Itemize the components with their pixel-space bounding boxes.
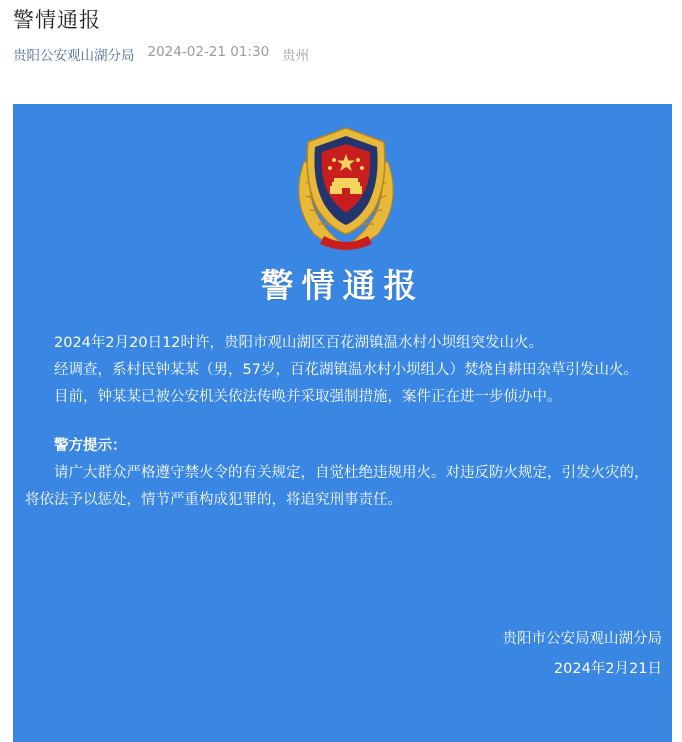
notice-paragraph: 目前，钟某某已被公安机关依法传唤并采取强制措施，案件正在进一步侦办中。 — [54, 389, 562, 405]
police-tip-text: 请广大群众严格遵守禁火令的有关规定，自觉杜绝违规用火。对违反防火规定，引发火灾的，将依法予以惩处，情节严重构成犯罪的，将追究刑事责任。 — [25, 465, 649, 508]
publish-datetime: 2024-02-21 01:30 — [147, 44, 270, 60]
publish-location: 贵州 — [282, 48, 310, 64]
notice-body — [25, 330, 662, 514]
police-tip-title: 警方提示： — [54, 438, 127, 454]
article-title: 警情通报 — [13, 8, 101, 32]
signature-organization: 贵阳市公安局观山湖分局 — [502, 631, 662, 647]
notice-paragraph: 经调查，系村民钟某某（男，57岁，百花湖镇温水村小坝组人）焚烧自耕田杂草引发山火。 — [54, 362, 638, 378]
article-meta — [13, 44, 309, 64]
signature-date: 2024年2月21日 — [553, 661, 662, 677]
author-link[interactable]: 贵阳公安观山湖分局 — [13, 48, 135, 64]
police-notice-image — [13, 104, 672, 742]
notice-heading: 警情通报 — [260, 266, 425, 305]
notice-paragraph: 2024年2月20日12时许，贵阳市观山湖区百花湖镇温水村小坝组突发山火。 — [54, 335, 544, 351]
police-emblem-icon — [284, 122, 408, 252]
notice-signature — [503, 624, 663, 684]
